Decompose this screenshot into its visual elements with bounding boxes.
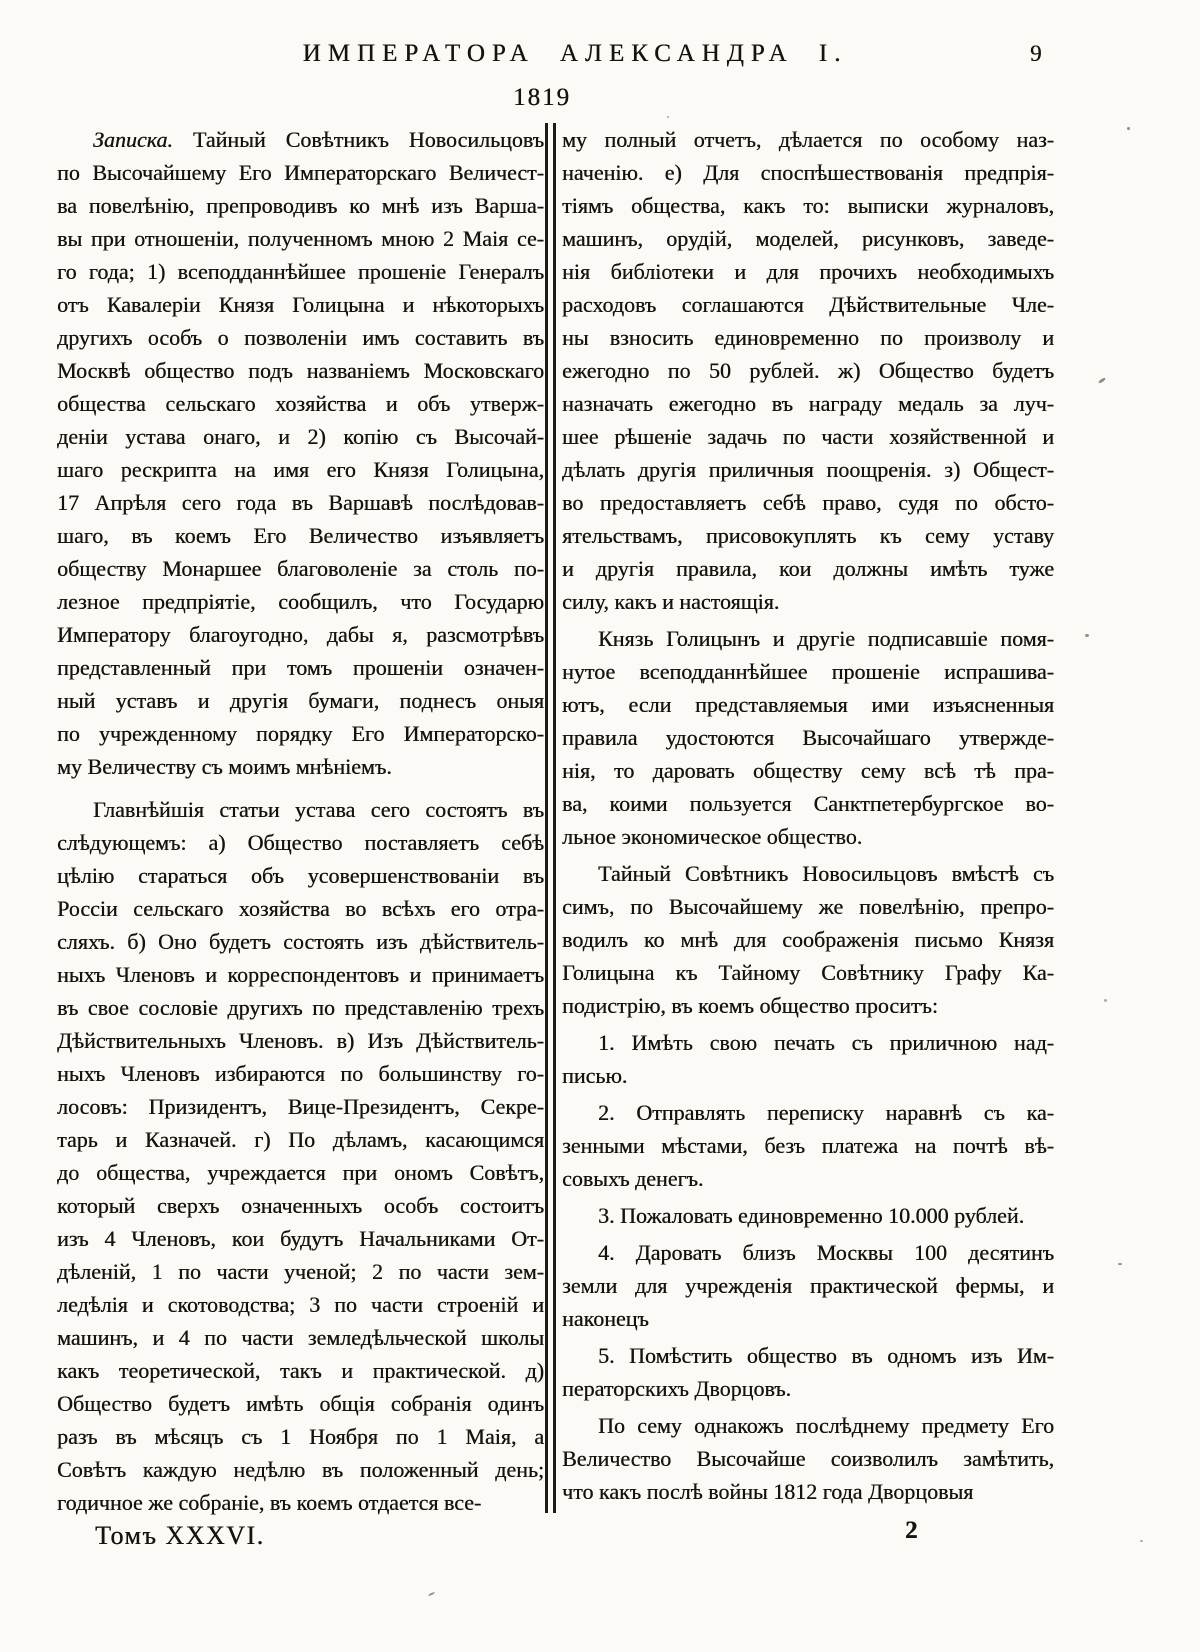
text-line: цѣлію стараться объ усовершенствованіи въ: [57, 863, 544, 888]
text-line: лезное предпріятіе, сообщилъ, что Государю: [57, 589, 544, 614]
text-line-rest: Тайный Совѣтникъ Новосильцовъ: [192, 127, 545, 152]
text-line: машинъ, орудій, моделей, рисунковъ, заведе-: [562, 226, 1054, 251]
list-item-4: [562, 1236, 1054, 1335]
text-line: Общество будетъ имѣть общія собранія одинъ: [57, 1391, 544, 1416]
signature-mark: 2: [905, 1517, 918, 1544]
text-line: деніи устава онаго, и 2) копію съ Высочай-: [57, 424, 544, 449]
list-item-5: [562, 1339, 1054, 1405]
text-line: ятельствамъ, присовокуплять къ сему уставу: [562, 523, 1054, 548]
paragraph-lines: [562, 622, 1054, 853]
text-line: дѣлать другія приличныя поощренія. з) Общест-: [562, 457, 1054, 482]
paragraph-charter-continued: [562, 123, 1054, 618]
text-line: силу, какъ и настоящія.: [562, 589, 780, 614]
text-line: что какъ послѣ войны 1812 года Дворцовыя: [562, 1479, 974, 1504]
text-line: изъ 4 Членовъ, кои будутъ Начальниками От-: [57, 1226, 544, 1251]
paragraph-lines: [562, 1026, 1054, 1092]
text-line: правила удостоются Высочайшаго утвержде-: [562, 725, 1054, 750]
text-line: машинъ, и 4 по части земледѣльческой школы: [57, 1325, 544, 1350]
text-line: наконецъ: [562, 1306, 649, 1331]
text-line: ныхъ Членовъ и корреспондентовъ и принимаетъ: [57, 962, 544, 987]
paragraph-lines: [562, 1199, 1054, 1232]
text-line: ны взносить единовременно по произволу и: [562, 325, 1054, 350]
text-line: симъ, по Высочайшему же повелѣнію, препро-: [562, 894, 1054, 919]
text-line: нія, то даровать обществу сему всѣ тѣ пра-: [562, 758, 1054, 783]
text-line: дѣленій, 1 по части ученой; 2 по части зем-: [57, 1259, 544, 1284]
scan-speck: [1085, 634, 1089, 637]
text-line: ва повелѣнію, препроводивъ ко мнѣ изъ Варша-: [57, 193, 544, 218]
text-line: льное экономическое общество.: [562, 824, 863, 849]
text-line: Величество Высочайше соизволилъ замѣтить,: [562, 1446, 1054, 1471]
left-column: [57, 123, 544, 1519]
text-line: лосовъ: Призидентъ, Вице-Президентъ, Секре-: [57, 1094, 544, 1119]
text-line: Главнѣйшія статьи устава сего состоятъ въ: [93, 797, 544, 822]
text-line: 3. Пожаловать единовременно 10.000 рублей.: [598, 1203, 1025, 1228]
text-line: шее рѣшеніе задачь по части хозяйственной и: [562, 424, 1054, 449]
text-line: 4. Даровать близъ Москвы 100 десятинъ: [598, 1240, 1054, 1265]
text-line: вы при отношеніи, полученномъ мною 2 Маія се-: [57, 226, 544, 251]
text-line: зенными мѣстами, безъ платежа на почтѣ вѣ-: [562, 1133, 1054, 1158]
text-line: 1. Имѣть свою печать съ приличною над-: [598, 1030, 1054, 1055]
text-line: до общества, учреждается при ономъ Совѣтъ,: [57, 1160, 544, 1185]
paragraph-lines: [562, 1096, 1054, 1195]
text-line: Совѣтъ каждую недѣлю въ положенный день;: [57, 1457, 544, 1482]
text-line: разъ въ мѣсяцъ съ 1 Ноября по 1 Маія, а: [57, 1424, 544, 1449]
column-divider-rule: [545, 123, 556, 1513]
text-line: по Высочайшему Его Императорскаго Величест-: [57, 160, 544, 185]
text-line: тіямъ общества, какъ то: выписки журналовъ,: [562, 193, 1054, 218]
scan-speck: [1098, 377, 1106, 384]
text-line: го года; 1) всеподданнѣйшее прошеніе Генералъ: [57, 259, 544, 284]
year-heading: 1819: [513, 84, 571, 111]
text-line: писью.: [562, 1063, 628, 1088]
paragraph-lines: [57, 793, 544, 1519]
text-line: представленный при томъ прошеніи означен-: [57, 655, 544, 680]
text-line: Императору благоугодно, дабы я, разсмотрѣвъ: [57, 622, 544, 647]
text-line: обществу Монаршее благоволеніе за столь по-: [57, 556, 544, 581]
right-column: [562, 123, 1054, 1508]
running-header: ИМПЕРАТОРА АЛЕКСАНДРА I.: [302, 40, 848, 67]
text-line: общества сельскаго хозяйства и объ утверж-: [57, 391, 544, 416]
text-line: въ свое сословіе другихъ по представленію трехъ: [57, 995, 544, 1020]
text-line: нія библіотеки и для прочихъ необходимыхъ: [562, 259, 1054, 284]
list-item-1: [562, 1026, 1054, 1092]
text-line: му Величеству съ моимъ мнѣніемъ.: [57, 754, 392, 779]
text-line: сляхъ. б) Оно будетъ состоять изъ дѣйствитель-: [57, 929, 544, 954]
paragraph-lines: [562, 1236, 1054, 1335]
paragraph-zapiska: [57, 123, 544, 783]
text-line: Дѣйствительныхъ Членовъ. в) Изъ Дѣйствитель-: [57, 1028, 544, 1053]
scan-speck: [1127, 127, 1130, 130]
text-line: и другія правила, кои должны имѣть туже: [562, 556, 1054, 581]
text-line: Россіи сельскаго хозяйства во всѣхъ его отра-: [57, 896, 544, 921]
text-line: шаго, въ коемъ Его Величество изъявляетъ: [57, 523, 544, 548]
scan-speck: [1140, 1540, 1143, 1542]
paragraph-lines: [57, 156, 544, 783]
text-line: назначать ежегодно въ награду медаль за луч-: [562, 391, 1054, 416]
paragraph-novosiltsov-letter: [562, 857, 1054, 1022]
paragraph-lines: [562, 857, 1054, 1022]
paragraph-emperor-remark: [562, 1409, 1054, 1508]
text-line: годичное же собраніе, въ коемъ отдается все-: [57, 1490, 482, 1515]
text-line: 17 Апрѣля сего года въ Варшавѣ послѣдовав-: [57, 490, 544, 515]
list-item-2: [562, 1096, 1054, 1195]
text-line: по учрежденному порядку Его Императорско-: [57, 721, 544, 746]
text-line: Москвѣ общество подъ названіемъ Московскаго: [57, 358, 544, 383]
text-line: ператорскихъ Дворцовъ.: [562, 1376, 792, 1401]
paragraph-charter-articles: [57, 793, 544, 1519]
text-line: водилъ ко мнѣ для соображенія письмо Князя: [562, 927, 1054, 952]
text-line: слѣдующемъ: а) Общество поставляетъ себѣ: [57, 830, 544, 855]
text-line: Князь Голицынъ и другіе подписавшіе помя-: [598, 626, 1054, 651]
text-line: [57, 123, 544, 156]
scan-speck: [1104, 999, 1107, 1002]
text-line: во предоставляетъ себѣ право, судя по обсто-: [562, 490, 1054, 515]
scan-speck: [428, 1592, 435, 1597]
text-line: подистрію, въ коемъ общество проситъ:: [562, 993, 938, 1018]
text-line: отъ Кавалеріи Князя Голицына и нѣкоторыхъ: [57, 292, 544, 317]
text-line: земли для учрежденія практической фермы, и: [562, 1273, 1054, 1298]
text-line: расходовъ соглашаются Дѣйствительные Чле-: [562, 292, 1054, 317]
text-line: другихъ особъ о позволеніи имъ составить въ: [57, 325, 544, 350]
list-item-3: [562, 1199, 1054, 1232]
text-line: какъ теоретической, такъ и практической. д): [57, 1358, 544, 1383]
text-line: ютъ, если представляемыя ими изъясненныя: [562, 692, 1054, 717]
text-line: Тайный Совѣтникъ Новосильцовъ вмѣстѣ съ: [598, 861, 1054, 886]
text-line: ный уставъ и другія бумаги, поднесъ оныя: [57, 688, 544, 713]
text-line: ныхъ Членовъ избираются по большинству го-: [57, 1061, 544, 1086]
text-line: По сему однакожъ послѣднему предмету Его: [598, 1413, 1054, 1438]
text-line: ва, коими пользуется Санктпетербургское во-: [562, 791, 1054, 816]
text-line: шаго рескрипта на имя его Князя Голицына,: [57, 457, 544, 482]
text-line: ежегодно по 50 рублей. ж) Общество будетъ: [562, 358, 1054, 383]
text-line: который сверхъ означенныхъ особъ состоитъ: [57, 1193, 544, 1218]
text-line: 2. Отправлять переписку наравнѣ съ ка-: [598, 1100, 1054, 1125]
paragraph-golitsyn-petition: [562, 622, 1054, 853]
text-line: тарь и Казначей. г) По дѣламъ, касающимся: [57, 1127, 544, 1152]
text-line: ледѣлія и скотоводства; 3 по части строеній и: [57, 1292, 544, 1317]
paragraph-lines: [562, 1409, 1054, 1508]
text-line: нутое всеподданнѣйшее прошеніе испрашива-: [562, 659, 1054, 684]
zapiska-lead-italic: Записка.: [93, 127, 173, 152]
paragraph-lines: [562, 123, 1054, 618]
scan-speck: [667, 116, 669, 118]
text-line: 5. Помѣстить общество въ одномъ изъ Им-: [598, 1343, 1054, 1368]
volume-footer: Томъ XXXVI.: [95, 1521, 265, 1550]
text-line: Голицына къ Тайному Совѣтнику Графу Ка-: [562, 960, 1054, 985]
text-line: му полный отчетъ, дѣлается по особому наз-: [562, 127, 1054, 152]
text-line: совыхъ денегъ.: [562, 1166, 704, 1191]
paragraph-lines: [562, 1339, 1054, 1405]
scan-speck: [1118, 1263, 1122, 1265]
text-line: наченію. е) Для споспѣшествованія предпрія-: [562, 160, 1054, 185]
page-number: 9: [1030, 41, 1042, 66]
